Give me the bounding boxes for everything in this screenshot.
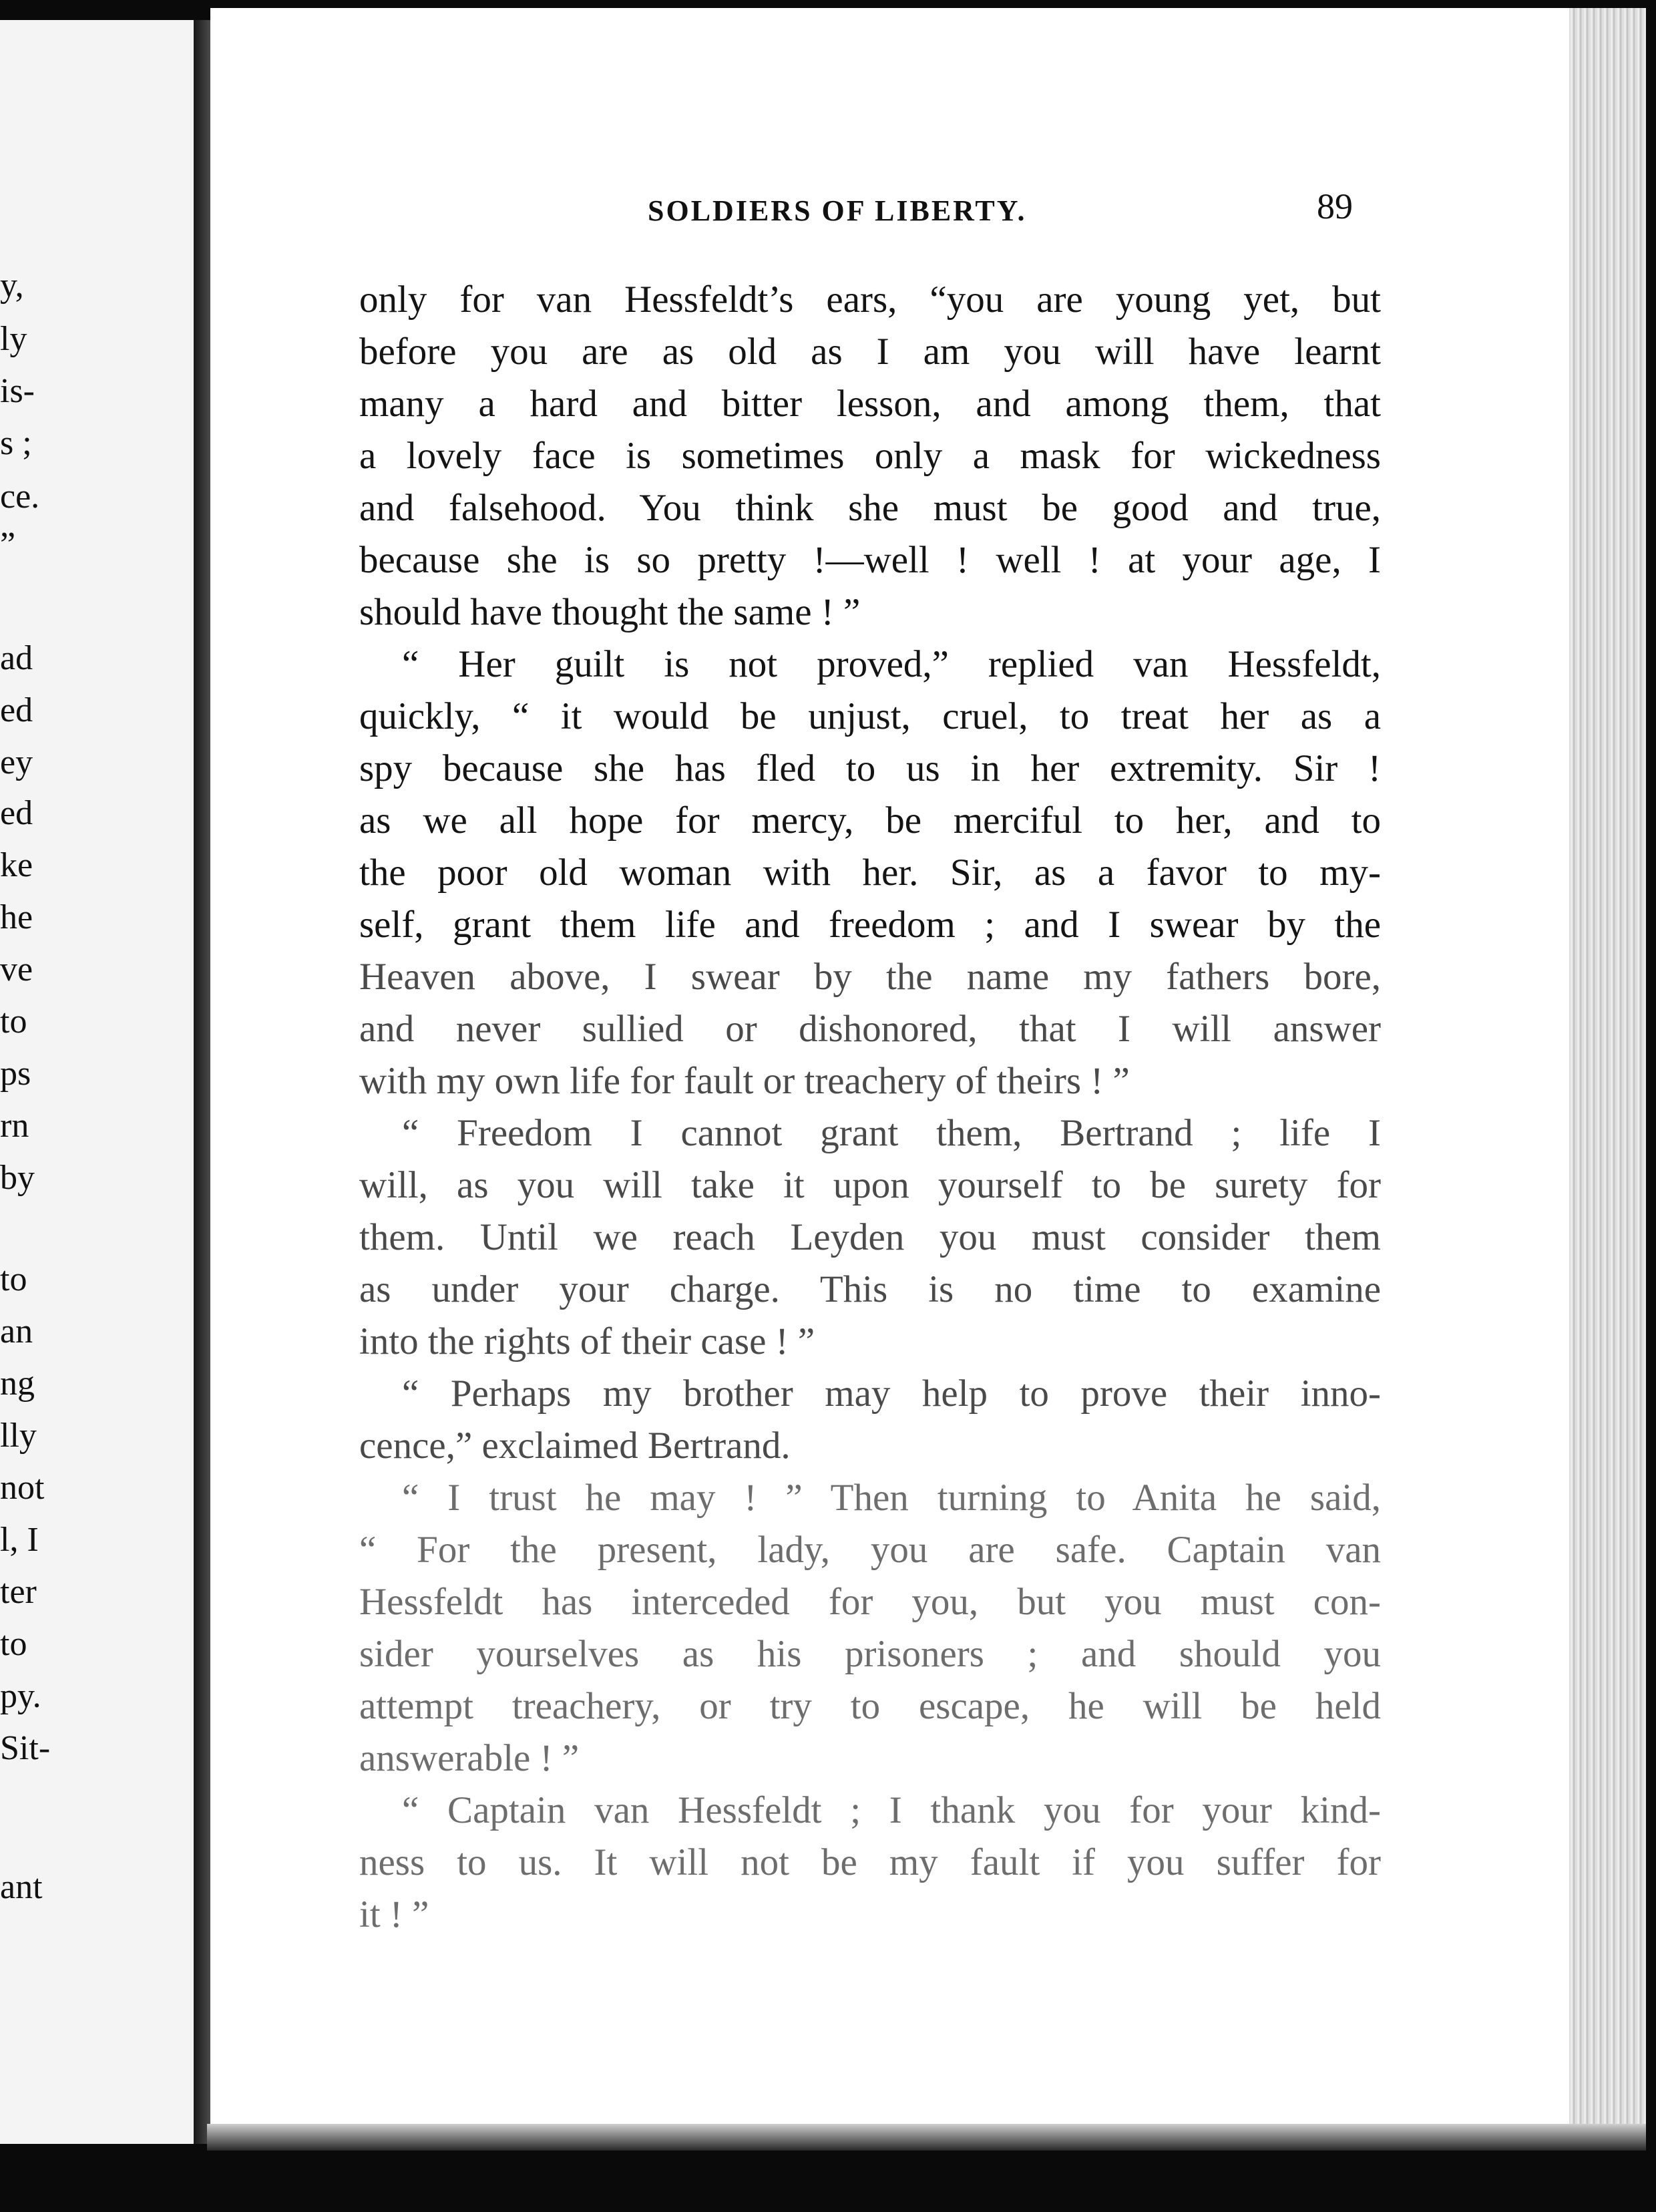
text-line: a lovely face is sometimes only a mask for wickedness [359,435,1381,477]
left-page-fragment: ter [0,1573,37,1611]
text-line: sider yourselves as his prisoners ; and should you [359,1633,1381,1675]
left-page-edge [0,20,194,2144]
left-page-fragment: y, [0,266,24,305]
left-page-fragment: ce. [0,478,40,516]
left-page-fragment: an [0,1312,33,1350]
text-line: self, grant them life and freedom ; and I swear by the [359,904,1381,946]
text-line: “ For the present, lady, you are safe. Captain van [359,1529,1381,1571]
body-text [359,274,1381,1941]
left-page-fragment: by [0,1159,35,1197]
left-page-fragment: ve [0,950,33,988]
text-line: the poor old woman with her. Sir, as a favor to my- [359,852,1381,894]
left-page-fragment: not [0,1469,45,1507]
text-line: before you are as old as I am you will have learnt [359,331,1381,373]
text-line: spy because she has fled to us in her extremity. Sir ! [359,747,1381,789]
left-page-fragment: ant [0,1868,43,1906]
page-number: 89 [1317,186,1353,226]
text-line: because she is so pretty !—well ! well ! at your age, I [359,539,1381,581]
left-page-fragment: l, I [0,1521,39,1559]
text-line: and never sullied or dishonored, that I will answer [359,1008,1381,1050]
text-line: them. Until we reach Leyden you must consider them [359,1216,1381,1258]
left-page-fragment: to [0,1002,27,1041]
text-line: and falsehood. You think she must be good and true, [359,487,1381,529]
left-page-fragment: ” [0,526,16,564]
text-line: “ I trust he may ! ” Then turning to Anita he said, [402,1477,1381,1519]
left-page-fragment: py. [0,1677,41,1715]
text-line: should have thought the same ! ” [359,591,861,633]
text-line: many a hard and bitter lesson, and among them, that [359,383,1381,425]
left-page-fragment: ad [0,639,33,677]
page-bottom-shadow [207,2124,1646,2151]
text-line: into the rights of their case ! ” [359,1320,815,1362]
left-page-fragment: ps [0,1055,31,1093]
text-line: “ Captain van Hessfeldt ; I thank you for your kind- [402,1789,1381,1831]
page-edges [1569,8,1646,2145]
left-page-fragment: is- [0,372,35,410]
running-head: SOLDIERS OF LIBERTY. [648,194,1027,227]
text-line: with my own life for fault or treachery of theirs ! ” [359,1060,1130,1102]
text-line: it ! ” [359,1893,429,1936]
left-page-fragment: to [0,1625,27,1663]
text-line: “ Freedom I cannot grant them, Bertrand ; life I [402,1112,1381,1154]
left-page-fragment: Sit- [0,1729,51,1767]
left-page-fragment: s ; [0,424,32,462]
text-line: as we all hope for mercy, be merciful to her, and to [359,799,1381,842]
book-gutter [194,20,210,2144]
text-line: as under your charge. This is no time to examine [359,1268,1381,1310]
left-page-fragment: ng [0,1364,35,1403]
left-page-fragment: ey [0,743,33,781]
text-line: “ Her guilt is not proved,” replied van Hessfeldt, [402,643,1381,685]
text-line: only for van Hessfeldt’s ears, “you are young yet, but [359,279,1381,321]
text-line: answerable ! ” [359,1737,580,1779]
text-line: “ Perhaps my brother may help to prove their inno- [402,1372,1381,1415]
left-page-fragment: ed [0,691,33,729]
text-line: ness to us. It will not be my fault if you suffer for [359,1841,1381,1883]
text-line: Heaven above, I swear by the name my fathers bore, [359,956,1381,998]
text-line: Hessfeldt has interceded for you, but you must con- [359,1581,1381,1623]
left-page-fragment: rn [0,1107,29,1145]
left-page-fragment: to [0,1260,27,1298]
text-line: cence,” exclaimed Bertrand. [359,1425,791,1467]
text-line: quickly, “ it would be unjust, cruel, to treat her as a [359,695,1381,737]
left-page-fragment: ly [0,320,27,358]
left-page-fragment: he [0,898,33,936]
left-page-fragment: ke [0,846,33,884]
text-line: attempt treachery, or try to escape, he will be held [359,1685,1381,1727]
text-line: will, as you will take it upon yourself to be surety for [359,1164,1381,1206]
left-page-fragment: lly [0,1417,37,1455]
left-page-fragment: ed [0,794,33,832]
